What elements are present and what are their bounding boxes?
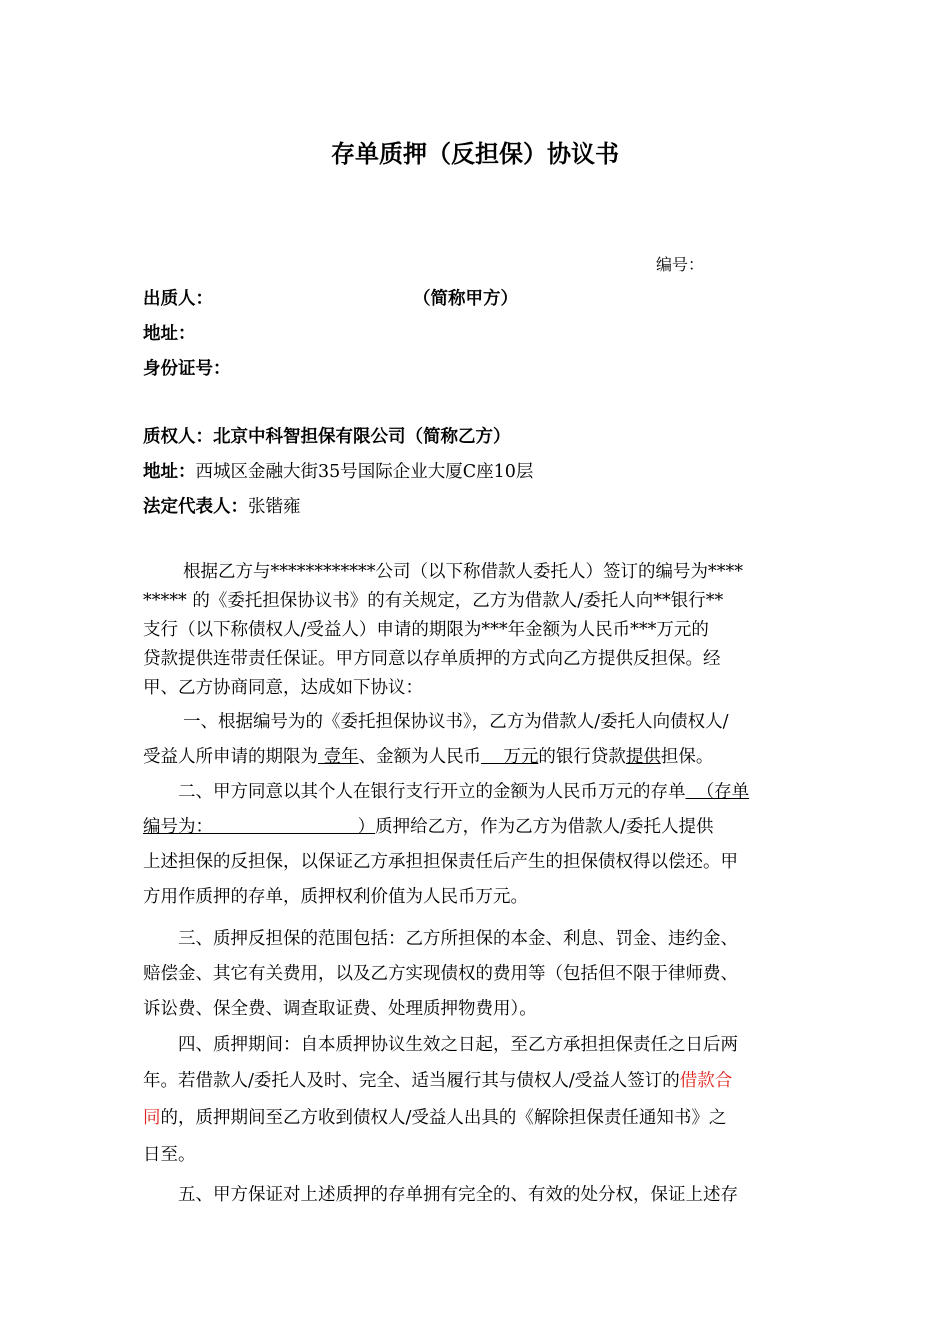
clause2-text-a: 二、甲方同意以其个人在银行支行开立的金额为人民币万元的存单 [178,782,686,802]
intro-line-3: 支行（以下称债权人/受益人）申请的期限为***年金额为人民币***万元的 [143,620,709,640]
clause2-line-1 [178,778,749,803]
clause2-line-4: 方用作质押的存单，质押权利价值为人民币万元。 [143,887,528,907]
clause4-text-b: 的，质押期间至乙方收到债权人/受益人出具的《解除担保责任通知书》之 [160,1108,727,1128]
pledgor-abbrev: （简称甲方） [413,289,518,309]
clause1-text-b: 、金额为人民币 [358,747,482,767]
clause2-deposit-underline: （存单 [685,782,750,802]
pledgee-rep-line [143,493,301,518]
intro-line-1: 根据乙方与************公司（以下称借款人委托人）签订的编号为**** [183,562,743,582]
clause4-line-3 [143,1104,726,1129]
clause1-amount-underline: 万元 [481,747,539,767]
pledgee-name-label: 质权人： [143,427,213,447]
clause1-text-a: 受益人所申请的期限为 [143,747,318,767]
pledgee-rep-label: 法定代表人： [143,497,248,517]
intro-line-4: 贷款提供连带责任保证。甲方同意以存单质押的方式向乙方提供反担保。经 [143,649,721,669]
clause1-line-2 [143,743,713,768]
clause1-term-underline: 壹年 [318,747,359,767]
clause1-line-1: 一、根据编号为的《委托担保协议书》，乙方为借款人/委托人向债权人/ [183,712,729,732]
document-title: 存单质押（反担保）协议书 [331,140,619,168]
clause3-line-2: 赔偿金、其它有关费用，以及乙方实现债权的费用等（包括但不限于律师费、 [143,964,738,984]
pledgor-address-label: 地址： [143,324,196,344]
pledgee-address-line [143,458,533,483]
clause2-line-2 [143,813,714,838]
pledgee-address-label: 地址： [143,462,196,482]
clause2-number-underline: 编号为： ） [143,817,376,837]
pledgor-id-label: 身份证号： [143,359,231,379]
pledgee-address: 西城区金融大街35号国际企业大厦C座10层 [195,462,534,482]
clause2-text-b: 质押给乙方，作为乙方为借款人/委托人提供 [375,817,714,837]
clause1-text-d: 担保。 [660,747,714,767]
pledgee-name: 北京中科智担保有限公司（简称乙方） [213,427,511,447]
clause1-text-c: 的银行贷款 [538,747,626,767]
clause4-text-a: 年。若借款人/委托人及时、完全、适当履行其与债权人/受益人签订的 [143,1071,680,1091]
intro-line-2: ***** 的《委托担保协议书》的有关规定，乙方为借款人/委托人向**银行** [143,591,724,611]
clause4-loan-contract-red-b: 同 [143,1108,161,1128]
clause3-line-1: 三、质押反担保的范围包括：乙方所担保的本金、利息、罚金、违约金、 [178,929,738,949]
clause4-line-1: 四、质押期间：自本质押协议生效之日起，至乙方承担担保责任之日后两 [178,1035,738,1055]
clause3-line-3: 诉讼费、保全费、调查取证费、处理质押物费用）。 [143,999,537,1019]
clause4-line-4: 日至。 [143,1145,196,1165]
clause2-line-3: 上述担保的反担保，以保证乙方承担担保责任后产生的担保债权得以偿还。甲 [143,852,738,872]
agreement-number-label: 编号： [656,255,705,274]
clause4-loan-contract-red-a: 借款合 [679,1071,733,1091]
clause1-provide-underline: 提供 [625,747,661,767]
clause5-line-1: 五、甲方保证对上述质押的存单拥有完全的、有效的处分权，保证上述存 [178,1185,738,1205]
pledgee-rep: 张锴雍 [248,497,301,517]
clause4-line-2 [143,1067,732,1092]
pledgee-line [143,423,511,448]
pledgor-name-label: 出质人： [143,289,213,309]
intro-line-5: 甲、乙方协商同意，达成如下协议： [143,678,423,698]
